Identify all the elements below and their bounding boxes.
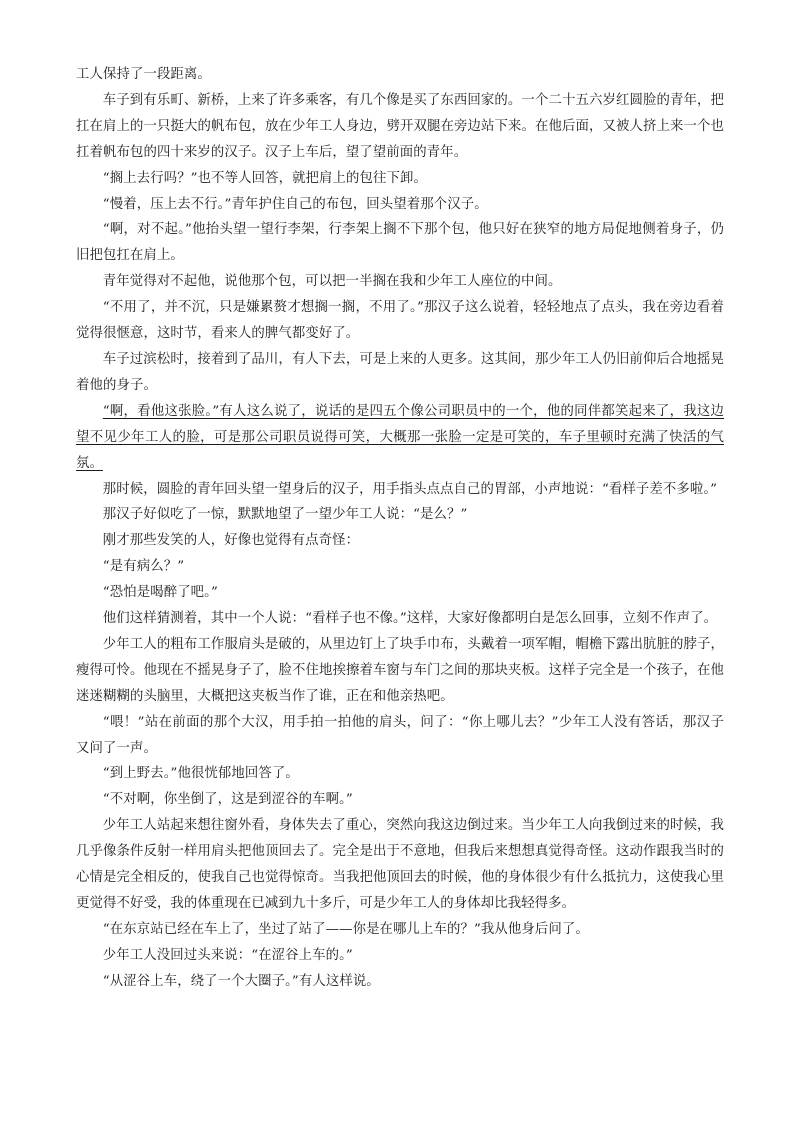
paragraph: 少年工人的粗布工作服肩头是破的，从里边钉上了块手巾布，头戴着一项军帽，帽檐下露出肮脏的脖子，瘦得可怜。他现在不摇晃身子了，脸不住地挨擦着车窗与车门之间的那块夹板。这样子完全是一个孩子，在他迷迷糊糊的头脑里，大概把这夹板当作了谁，正在和他亲热吧。 [76, 636, 724, 704]
underlined-paragraph [76, 399, 724, 477]
paragraph: “是有病么？” [102, 559, 185, 575]
paragraph: “不对啊，你坐倒了，这是到涩谷的车啊。” [102, 792, 353, 808]
paragraph: 少年工人站起来想往窗外看，身体失去了重心，突然向我这边倒过来。当少年工人向我倒过来的时候，我几乎像条件反射一样用肩头把他顶回去了。完全是出于不意地，但我后来想想真觉得奇怪。这动作跟我当时的心情是完全相反的，使我自己也觉得惊奇。当我把他顶回去的时候，他的身体很少有什么抵抗力，这使我心里更觉得不好受，我的体重现在已减到九十多斤，可是少年工人的身体却比我轻得多。 [76, 818, 724, 911]
paragraph: 车子过滨松时，接着到了品川，有人下去，可是上来的人更多。这其间，那少年工人仍旧前仰后合地摇晃着他的身子。 [76, 351, 724, 393]
paragraph: 他们这样猜测着，其中一个人说：“看样子也不像。”这样，大家好像都明白是怎么回事，立刻不作声了。 [102, 611, 718, 627]
paragraph: “到上野去。”他很恍郁地回答了。 [102, 766, 299, 782]
document-body [76, 62, 724, 995]
paragraph: 刚才那些发笑的人，好像也觉得有点奇怪： [102, 533, 360, 549]
underlined-passage: “啊，看他这张脸。”有人这么说了，说话的是四五个像公司职员中的一个，他的同伴都笑起来了，我这边望不见少年工人的脸，可是那公司职员说得可笑，大概那一张脸一定是可笑的，车子里顿时充满了快活的气氛。 [76, 403, 724, 471]
paragraph: “在东京站已经在车上了，坐过了站了——你是在哪儿上车的？”我从他身后问了。 [102, 921, 589, 937]
paragraph: “从涩谷上车，绕了一个大圈子。”有人这样说。 [102, 973, 380, 989]
paragraph: “喂！”站在前面的那个大汉，用手拍一拍他的肩头，问了：“你上哪儿去？”少年工人没有答话，那汉子又问了一声。 [76, 714, 724, 756]
paragraph: 那时候，圆脸的青年回头望一望身后的汉子，用手指头点点自己的胃部，小声地说：“看样子差不多啦。” [102, 481, 718, 497]
paragraph: 车子到有乐町、新桥，上来了许多乘客，有几个像是买了东西回家的。一个二十五六岁红圆脸的青年，把扛在肩上的一只挺大的帆布包，放在少年工人身边，劈开双腿在旁边站下来。在他后面，又被人挤上来一个也扛着帆布包的四十来岁的汉子。汉子上车后，望了望前面的青年。 [76, 92, 724, 160]
paragraph: “啊，对不起。”他抬头望一望行李架，行李架上搁不下那个包，他只好在狭窄的地方局促地侧着身子，仍旧把包扛在肩上。 [76, 222, 724, 264]
paragraph: 少年工人没回过头来说：“在涩谷上车的。” [102, 947, 353, 963]
paragraph: 那汉子好似吃了一惊，默默地望了一望少年工人说：“是么？” [102, 507, 468, 523]
paragraph: 工人保持了一段距离。 [76, 67, 211, 82]
paragraph: “慢着，压上去不行。”青年护住自己的布包，回头望着那个汉子。 [102, 196, 488, 212]
paragraph: “搁上去行吗？”也不等人回答，就把肩上的包往下卸。 [102, 170, 427, 186]
paragraph: “恐怕是喝醉了吧。” [102, 585, 218, 601]
paragraph: “不用了，并不沉，只是嫌累赘才想搁一搁，不用了。”那汉子这么说着，轻轻地点了点头，我在旁边看着觉得很惬意，这时节，看来人的脾气都变好了。 [76, 300, 724, 342]
paragraph: 青年觉得对不起他，说他那个包，可以把一半搁在我和少年工人座位的中间。 [102, 274, 562, 290]
